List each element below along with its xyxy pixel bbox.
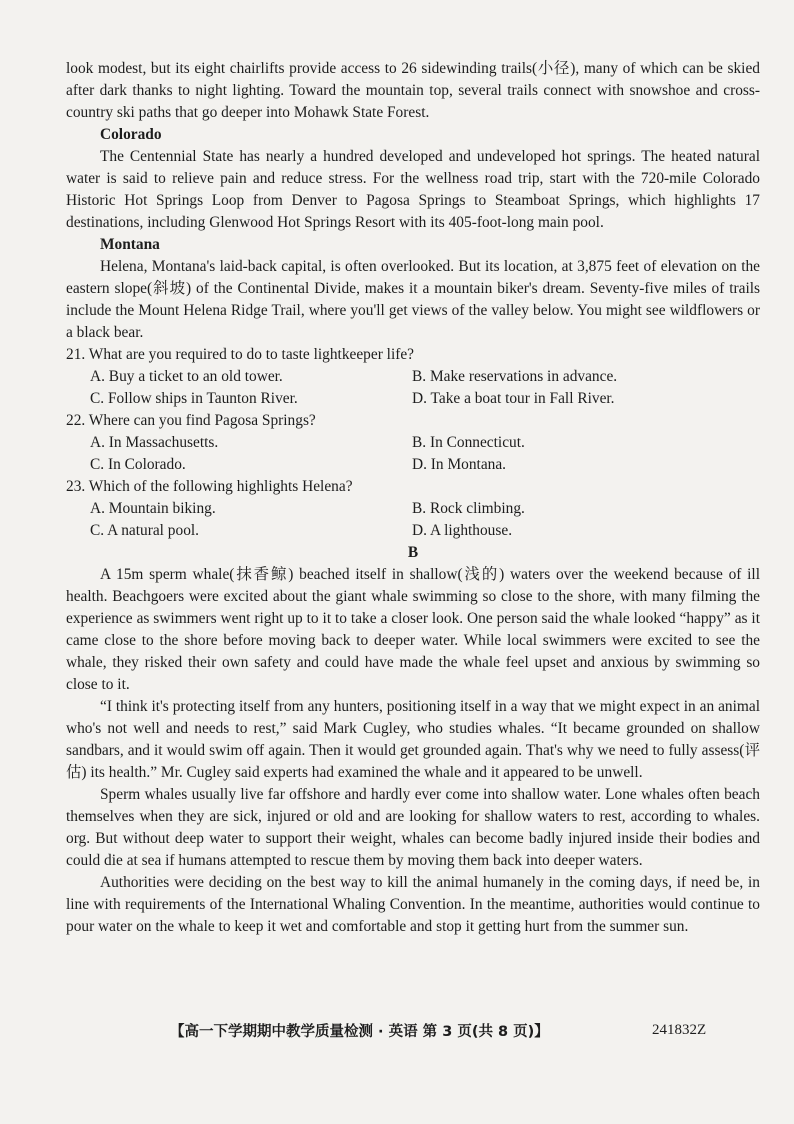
option-c: C. A natural pool.	[90, 522, 200, 539]
question-stem: 23. Which of the following highlights Helena?	[66, 478, 353, 495]
section-heading-colorado: Colorado	[100, 126, 162, 143]
option-a: A. In Massachusetts.	[90, 434, 219, 451]
question-22	[66, 410, 760, 476]
colorado-paragraph: The Centennial State has nearly a hundred developed and undeveloped hot springs. The heated natural water is said to relieve pain and reduce stress. For the wellness road trip, start with the 720-mile Colorado Historic Hot Springs Loop from Denver to Pagosa Springs to Steamboat Springs, which highlights 17 destinations, including Glenwood Hot Springs Resort with its 405-foot-long main pool.	[66, 148, 760, 231]
footer-title: 【高一下学期期中教学质量检测 · 英语 第 3 页(共 8 页)】	[170, 1024, 549, 1040]
section-heading-montana: Montana	[100, 236, 160, 253]
page-footer	[0, 1016, 794, 1042]
option-b: B. Rock climbing.	[412, 500, 525, 517]
footer-code: 241832Z	[652, 1022, 707, 1038]
question-stem: 22. Where can you find Pagosa Springs?	[66, 412, 316, 429]
option-a: A. Mountain biking.	[90, 500, 216, 517]
passage-b-paragraph-4: Authorities were deciding on the best way to kill the animal humanely in the coming days, if need be, in line with requirements of the International Whaling Convention. In the meantime, authorities would continue to pour water on the whale to keep it wet and comfortable and stop it getting hurt from the summer sun.	[66, 874, 760, 935]
option-d: D. A lighthouse.	[412, 522, 513, 539]
page-content	[66, 58, 760, 938]
passage-a-paragraph: look modest, but its eight chairlifts provide access to 26 sidewinding trails(小径), many of which can be skied after dark thanks to night lighting. Toward the mountain top, several trails connect with snowshoe and cross-country ski paths that go deeper into Mohawk State Forest.	[66, 60, 760, 121]
option-c: C. Follow ships in Taunton River.	[90, 390, 298, 407]
option-d: D. In Montana.	[412, 456, 507, 473]
option-b: B. Make reservations in advance.	[412, 368, 618, 385]
passage-b-paragraph-3: Sperm whales usually live far offshore and hardly ever come into shallow water. Lone whales often beach themselves when they are sick, injured or old and are looking for shallow waters to rest, according to whales. org. But without deep water to support their weight, whales can become badly injured inside their bodies and could die at sea if humans attempted to rescue them by moving them back into deeper waters.	[66, 786, 760, 869]
option-c: C. In Colorado.	[90, 456, 186, 473]
passage-b-paragraph-2: “I think it's protecting itself from any hunters, positioning itself in a way that we might expect in an animal who's not well and needs to rest,” said Mark Cugley, who studies whales. “It became grounded on shallow sandbars, and it would swim off again. Then it would get grounded again. That's why we need to fully assess(评估) its health.” Mr. Cugley said experts had examined the whale and it appeared to be unwell.	[66, 698, 760, 781]
question-23	[66, 476, 760, 542]
option-d: D. Take a boat tour in Fall River.	[412, 390, 615, 407]
option-b: B. In Connecticut.	[412, 434, 525, 451]
passage-b-paragraph-1: A 15m sperm whale(抹香鲸) beached itself in shallow(浅的) waters over the weekend because of ill health. Beachgoers were excited about the giant whale swimming so close to the shore, with many filming the experience as swimmers went right up to it to take a closer look. One person said the whale looked “happy” as it came close to the shore before moving back to deeper water. While local swimmers were excited to see the whale, they risked their own safety and could have made the whale feel upset and anxious by swimming so close to it.	[66, 566, 760, 693]
montana-paragraph: Helena, Montana's laid-back capital, is often overlooked. But its location, at 3,875 feet of elevation on the eastern slope(斜坡) of the Continental Divide, makes it a mountain biker's dream. Seventy-five miles of trails include the Mount Helena Ridge Trail, where you'll get views of the valley below. You might see wildflowers or a black bear.	[66, 258, 760, 341]
option-a: A. Buy a ticket to an old tower.	[90, 368, 283, 385]
question-stem: 21. What are you required to do to taste lightkeeper life?	[66, 346, 415, 363]
question-21	[66, 344, 760, 410]
passage-b-label: B	[407, 544, 419, 561]
